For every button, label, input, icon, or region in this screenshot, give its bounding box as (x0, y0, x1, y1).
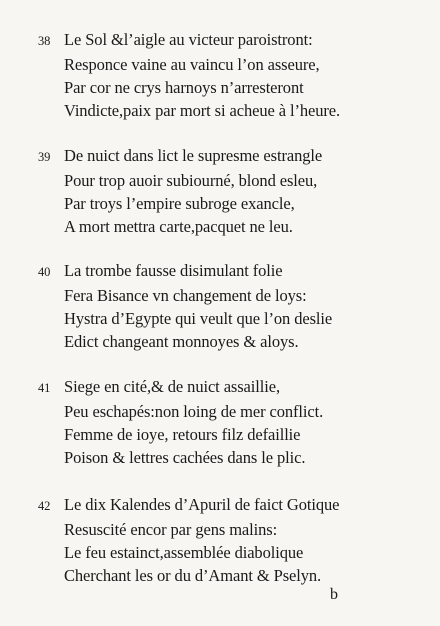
verse-line: Pour trop auoir subiourné, blond esleu, (64, 171, 318, 190)
verse-line: Resuscité encor par gens malins: (64, 520, 278, 539)
quatrain-42 (38, 493, 430, 587)
quatrain-number: 40 (38, 265, 51, 279)
verse-line: Par troys l’empire subroge exancle, (64, 194, 295, 213)
verse-text: De nuict dans lict le supresme estrangle (64, 146, 323, 165)
verse-line (38, 493, 430, 518)
verse-text: Le dix Kalendes d’Apuril de faict Gotique (64, 495, 340, 514)
quatrain-number: 41 (38, 381, 51, 395)
verse-text: Le Sol &l’aigle au victeur paroistront: (64, 30, 313, 49)
quatrain-40 (38, 259, 430, 353)
quatrain-39 (38, 144, 430, 238)
verse-line: Peu eschapés:non loing de mer conflict. (64, 402, 324, 421)
quatrain-41 (38, 375, 430, 469)
verse-line (38, 144, 430, 169)
verse-line: Fera Bisance vn changement de loys: (64, 286, 307, 305)
quatrain-38 (38, 28, 430, 122)
verse-line: A mort mettra carte,pacquet ne leu. (64, 217, 293, 236)
verse-line: Vindicte,paix par mort si acheue à l’heure. (64, 101, 341, 120)
verse-line: Cherchant les or du d’Amant & Pselyn. (64, 566, 322, 585)
verse-line (38, 28, 430, 53)
verse-line (38, 259, 430, 284)
verse-line: Poison & lettres cachées dans le plic. (64, 448, 306, 467)
quatrain-number: 38 (38, 34, 51, 48)
verse-line: Femme de ioye, retours filz defaillie (64, 425, 301, 444)
verse-line (38, 375, 430, 400)
quatrain-number: 39 (38, 150, 51, 164)
quatrain-number: 42 (38, 499, 51, 513)
verse-line: Le feu estainct,assemblée diabolique (64, 543, 304, 562)
verse-text: Siege en cité,& de nuict assaillie, (64, 377, 280, 396)
verse-line: Par cor ne crys harnoys n’arresteront (64, 78, 304, 97)
verse-text: La trombe fausse disimulant folie (64, 261, 283, 280)
verse-line: Responce vaine au vaincu l’on asseure, (64, 55, 320, 74)
verse-line: Edict changeant monnoyes & aloys. (64, 332, 299, 351)
signature-mark: b (330, 586, 338, 603)
verse-line: Hystra d’Egypte qui veult que l’on deslie (64, 309, 333, 328)
